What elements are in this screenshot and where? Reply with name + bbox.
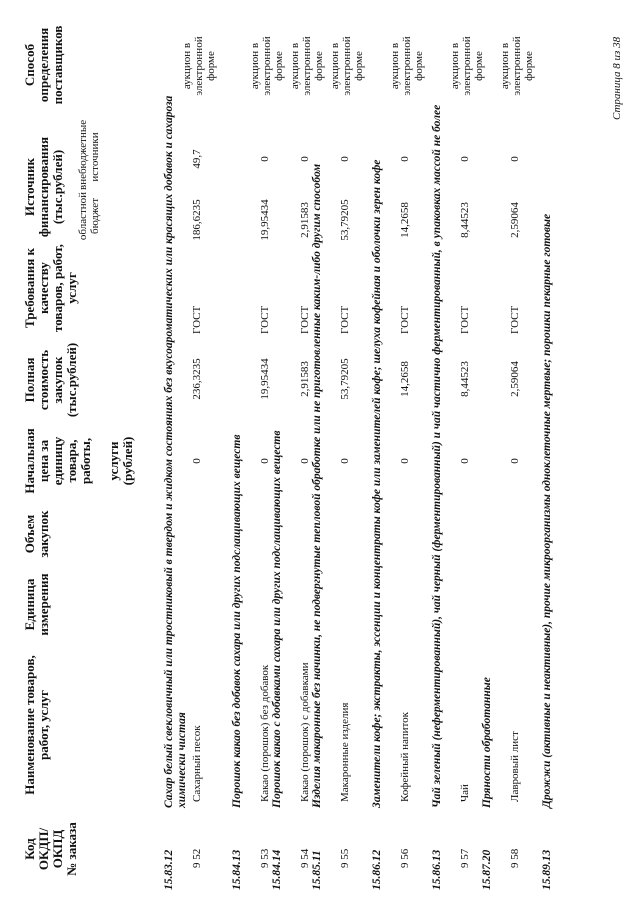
unit-price: 0	[509, 458, 521, 464]
order-number: 9 54	[299, 848, 311, 868]
unit-price: 0	[299, 458, 311, 464]
procurement-method-line: электронной	[461, 36, 473, 96]
extra-budget: 49,7	[191, 149, 203, 169]
procurement-method-line: аукцион в	[389, 42, 401, 90]
procurement-method-line: аукцион в	[289, 42, 301, 90]
okpd-code: 15.84.13	[231, 849, 243, 890]
order-number: 9 53	[259, 848, 271, 868]
procurement-method	[181, 34, 217, 98]
category-title: Порошок какао с добавками сахара или других подслащивающих веществ	[271, 430, 283, 808]
procurement-method	[329, 34, 365, 98]
quality-requirement: ГОСТ	[509, 305, 521, 334]
unit-price: 0	[459, 458, 471, 464]
category-title: Пряности обработанные	[481, 677, 493, 808]
header-method: Способ определения поставщиков	[22, 25, 65, 105]
procurement-method	[499, 34, 535, 98]
procurement-method-line: форме	[353, 51, 365, 81]
procurement-method-line: форме	[413, 51, 425, 81]
okpd-code: 15.87.20	[481, 849, 493, 890]
header-code-line2: ОКДП/	[36, 827, 51, 871]
header-total: Полная стоимость закупок (тыс.рублей)	[22, 342, 79, 418]
unit-price: 0	[339, 458, 351, 464]
quality-requirement: ГОСТ	[459, 305, 471, 334]
procurement-method-line: форме	[205, 51, 217, 81]
unit-price: 0	[399, 458, 411, 464]
order-number: 9 55	[339, 848, 351, 868]
regional-budget: 186,6235	[191, 199, 203, 241]
item-name: Чай	[459, 784, 471, 802]
header-unit: Единица измерения	[22, 573, 51, 636]
header-req: Требования к качеству товаров, работ, услуг	[22, 244, 79, 332]
okpd-code: 15.83.12	[163, 849, 175, 890]
quality-requirement: ГОСТ	[399, 305, 411, 334]
total-cost: 236,3235	[191, 358, 203, 400]
procurement-method	[389, 34, 425, 98]
total-cost: 8,44523	[459, 361, 471, 397]
procurement-method-line: аукцион в	[329, 42, 341, 90]
quality-requirement: ГОСТ	[191, 305, 203, 334]
item-name: Кофейный напиток	[399, 711, 411, 802]
procurement-method-line: форме	[313, 51, 325, 81]
regional-budget: 14,2658	[399, 202, 411, 238]
procurement-method-line: аукцион в	[249, 42, 261, 90]
procurement-method-line: форме	[523, 51, 535, 81]
okpd-code: 15.86.13	[431, 849, 443, 890]
header-price	[23, 422, 135, 500]
procurement-method-line: электронной	[401, 36, 413, 96]
extra-budget: 0	[459, 156, 471, 162]
unit-price: 0	[191, 458, 203, 464]
procurement-method-line: форме	[273, 51, 285, 81]
header-code-line3: ОКПД	[50, 829, 65, 869]
order-number: 9 56	[399, 848, 411, 868]
okpd-code: 15.84.14	[271, 849, 283, 890]
header-name: Наименование товаров, работ, услуг	[22, 655, 51, 795]
regional-budget: 53,79205	[339, 199, 351, 241]
header-sub-budget: областной бюджет	[77, 191, 101, 241]
procurement-method-line: электронной	[261, 36, 273, 96]
total-cost: 53,79205	[339, 358, 351, 400]
item-name: Макаронные изделия	[339, 702, 351, 802]
header-source: Источник финансирования (тыс.рублей)	[22, 136, 65, 238]
okpd-code: 15.85.11	[311, 850, 323, 890]
quality-requirement: ГОСТ	[339, 305, 351, 334]
category-title: Заменители кофе; экстракты, эссенции и концентраты кофе или заменителей кофе; шелуха кофейная и оболочки зерен кофе	[371, 159, 383, 808]
procurement-method-line: электронной	[511, 36, 523, 96]
total-cost: 14,2658	[399, 361, 411, 397]
procurement-method-line: электронной	[341, 36, 353, 96]
extra-budget: 0	[299, 156, 311, 162]
okpd-code: 15.89.13	[541, 849, 553, 890]
category-title: Порошок какао без добавок сахара или других подслащивающих веществ	[231, 434, 243, 808]
procurement-method-line: аукцион в	[449, 42, 461, 90]
total-cost: 19,95434	[259, 358, 271, 400]
header-price-line1: Начальная цена за единицу товара, работы,	[22, 428, 93, 494]
total-cost: 2,59064	[509, 361, 521, 397]
regional-budget: 2,91583	[299, 202, 311, 238]
procurement-method-line: форме	[473, 51, 485, 81]
header-sub-extra: внебюджетные источники	[77, 119, 101, 190]
total-cost: 2,91583	[299, 361, 311, 397]
procurement-method	[449, 34, 485, 98]
page-number: Страница 8 из 38	[611, 36, 623, 120]
header-price-line2: услуги (рублей)	[106, 436, 135, 486]
procurement-method-line: аукцион в	[499, 42, 511, 90]
item-name: Лавровый лист	[509, 731, 521, 802]
order-number: 9 58	[509, 848, 521, 868]
category-title: Дрожжи (активные и неактивные), прочие микроорганизмы одноклеточные мертвые; порошки пекарные готовые	[541, 213, 553, 808]
item-name: Какао (порошок) с добавками	[299, 662, 311, 802]
okpd-code: 15.86.12	[371, 849, 383, 890]
header-code	[23, 810, 79, 888]
extra-budget: 0	[399, 156, 411, 162]
quality-requirement: ГОСТ	[259, 305, 271, 334]
extra-budget: 0	[339, 156, 351, 162]
order-number: 9 52	[191, 848, 203, 868]
regional-budget: 2,59064	[509, 202, 521, 238]
category-title: Чай зеленый (неферментированный), чай черный (ферментированный) и чай частично ферментированный, в упаковках массой не более	[431, 104, 443, 808]
procurement-method-line: электронной	[301, 36, 313, 96]
rotated-table	[15, 15, 625, 890]
header-code-line4: № заказа	[64, 822, 79, 876]
header-code-line1: Код	[22, 838, 37, 860]
extra-budget: 0	[259, 156, 271, 162]
category-title: Изделия макаронные без начинки, не подвергнутые тепловой обработке или не приготовленные каким-либо другим способом	[311, 163, 323, 808]
item-name: Какао (порошок) без добавок	[259, 664, 271, 802]
procurement-method-line: электронной	[193, 36, 205, 96]
extra-budget: 0	[509, 156, 521, 162]
header-volume: Объем закупок	[22, 510, 51, 558]
category-title: Сахар белый свекловичный или тростниковый в твердом и жидком состояниях без вкусоароматических или красящих добавок и сахароза химически чистая	[163, 95, 188, 808]
unit-price: 0	[259, 458, 271, 464]
order-number: 9 57	[459, 848, 471, 868]
regional-budget: 19,95434	[259, 199, 271, 241]
regional-budget: 8,44523	[459, 202, 471, 238]
item-name: Сахарный песок	[191, 725, 203, 802]
quality-requirement: ГОСТ	[299, 305, 311, 334]
procurement-method-line: аукцион в	[181, 42, 193, 90]
